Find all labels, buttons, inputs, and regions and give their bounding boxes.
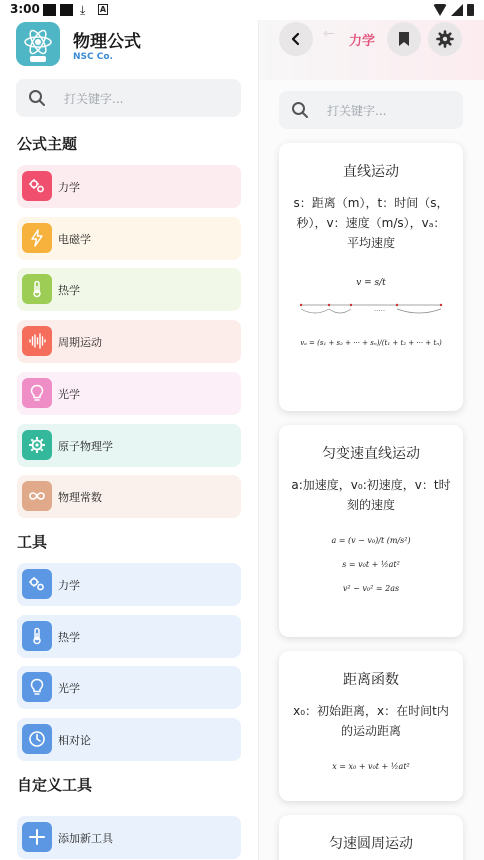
thermometer-icon [22, 621, 52, 651]
a-badge-icon: A [99, 5, 107, 14]
formula-line: s = v₀t + ½at² [342, 560, 400, 569]
formula-panel [259, 20, 484, 860]
formula-line: x = x₀ + v₀t + ½at² [332, 762, 410, 771]
drawer-topics-item[interactable] [17, 475, 241, 518]
infinity-icon [22, 481, 52, 511]
clock-icon [22, 724, 52, 754]
back-arrow-ghost-icon: ⇽ [323, 26, 335, 42]
formula-line: v² − v₀² = 2as [342, 584, 400, 593]
uniform-motion-formula-figure [279, 263, 463, 373]
drawer-tools-item[interactable] [17, 718, 241, 761]
card-title: 距离函数 [343, 672, 399, 688]
panel-title: 力学 [349, 34, 376, 49]
search-placeholder: 打关键字... [327, 104, 387, 118]
drawer-tools-item[interactable] [17, 563, 241, 606]
battery-icon [467, 4, 474, 16]
drawer-topics-item[interactable] [17, 320, 241, 363]
drawer-topics-item[interactable] [17, 165, 241, 208]
gear-icon [436, 30, 454, 48]
download-icon: ⤓ [80, 3, 86, 17]
lightning-icon [22, 223, 52, 253]
bookmark-icon [397, 31, 411, 47]
search-icon [291, 101, 309, 119]
lightbulb-icon [22, 672, 52, 702]
item-label: 力学 [58, 579, 80, 592]
item-label: 周期运动 [58, 336, 102, 350]
card-description: a:加速度，v₀:初速度，v：t时刻的速度 [291, 478, 451, 512]
lightbulb-icon [22, 378, 52, 408]
settings-button[interactable] [428, 22, 462, 56]
panel-header [259, 20, 484, 80]
card-description: x₀：初始距离，x：在时间t内的运动距离 [293, 704, 449, 738]
drawer-custom-item[interactable] [17, 816, 241, 859]
chevron-left-icon [289, 32, 303, 46]
waveform-icon [22, 326, 52, 356]
item-label: 添加新工具 [58, 832, 113, 845]
drawer-tools-item[interactable] [17, 615, 241, 658]
item-label: 物理常数 [58, 491, 102, 505]
search-icon [28, 89, 46, 107]
card-title: 直线运动 [343, 164, 399, 180]
item-label: 光学 [58, 682, 80, 696]
item-label: 原子物理学 [58, 439, 113, 453]
status-time: 3:00 [10, 2, 40, 16]
item-label: 相对论 [58, 734, 91, 748]
notification-square-icon [60, 4, 73, 16]
signal-icon [451, 4, 463, 16]
app-logo [16, 22, 60, 66]
svg-text:·····: ····· [374, 307, 386, 315]
drawer-topics-item[interactable] [17, 372, 241, 415]
panel-search-input[interactable] [279, 91, 463, 129]
card-title: 匀速圆周运动 [329, 836, 413, 852]
drawer-topics-item[interactable] [17, 424, 241, 467]
item-label: 热学 [58, 630, 80, 644]
search-placeholder: 打关键字... [64, 92, 124, 106]
drawer-tools-item[interactable] [17, 666, 241, 709]
bookmark-button[interactable] [387, 22, 421, 56]
plus-icon [22, 822, 52, 852]
atom-gear-icon [22, 430, 52, 460]
status-bar [0, 0, 484, 20]
uniformly-accelerated-formula-figure [279, 529, 463, 609]
topics-section-title: 公式主题 [17, 135, 78, 153]
item-label: 光学 [58, 387, 80, 401]
card-title: 匀变速直线运动 [322, 446, 420, 462]
custom-tools-section-title: 自定义工具 [17, 776, 93, 794]
wifi-icon [433, 4, 447, 16]
app-title: 物理公式 [73, 32, 141, 52]
formula-card[interactable] [279, 815, 463, 860]
formula-line: v = s/t [356, 278, 386, 288]
back-button[interactable] [279, 22, 313, 56]
drawer-topics-item[interactable] [17, 268, 241, 311]
formula-card[interactable] [279, 425, 463, 637]
item-label: 力学 [58, 181, 80, 194]
thermometer-icon [22, 274, 52, 304]
card-description: s：距离（m），t：时间（s，秒），v：速度（m/s），vₐ：平均速度 [293, 196, 449, 250]
app-subtitle: NSC Co. [73, 52, 113, 62]
formula-card[interactable] [279, 651, 463, 801]
item-label: 热学 [58, 284, 80, 298]
formula-line: vₐ = (s₁ + s₂ + ··· + sₙ)/(t₁ + t₂ + ··· + tₙ) [300, 339, 442, 347]
gears-icon [22, 569, 52, 599]
notification-square-icon [43, 4, 56, 16]
tools-section-title: 工具 [17, 533, 48, 551]
distance-function-formula-figure [279, 749, 463, 783]
item-label: 电磁学 [58, 232, 91, 246]
navigation-drawer [0, 20, 258, 860]
drawer-topics-item[interactable] [17, 217, 241, 260]
formula-line: a = (v − v₀)/t (m/s²) [331, 536, 411, 545]
formula-card[interactable] [279, 143, 463, 411]
drawer-search-input[interactable] [16, 79, 241, 117]
gears-icon [22, 171, 52, 201]
